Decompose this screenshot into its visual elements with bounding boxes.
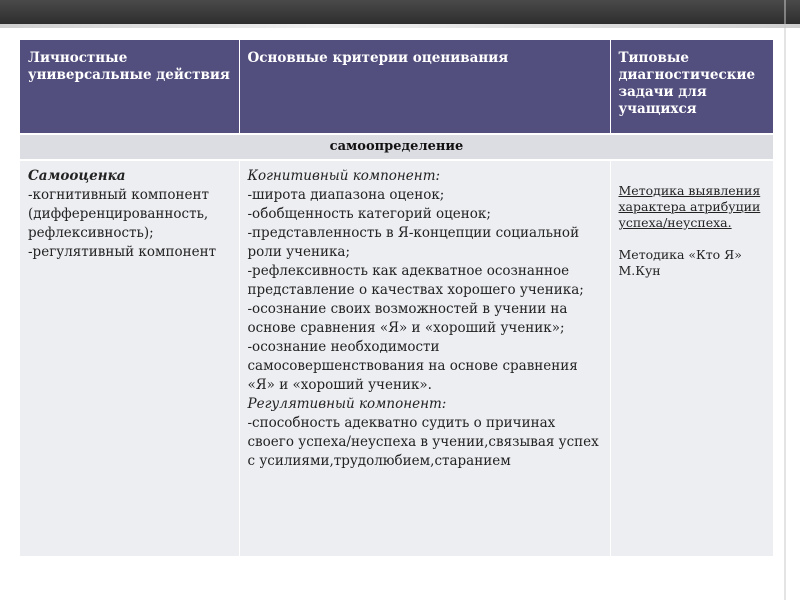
criteria-line: -обобщенность категорий оценок; (247, 206, 491, 222)
section-row (20, 134, 773, 160)
regulative-heading: Регулятивный компонент: (247, 396, 447, 412)
cognitive-heading: Когнитивный компонент: (247, 168, 441, 184)
criteria-line: -представленность в Я-концепции социальной роли ученика; (247, 225, 580, 260)
section-title: самоопределение (20, 134, 773, 160)
spacer (619, 231, 768, 247)
criteria-line: -рефлексивность как адекватное осознанное представление о качествах хорошего ученика; (247, 263, 584, 298)
side-rule (770, 0, 800, 600)
header-col1: Личностные универсальные действия (20, 40, 239, 134)
top-bar (0, 0, 800, 24)
cell-tasks (610, 160, 773, 556)
header-col3: Типовые диагностические задачи для учащихся (610, 40, 773, 134)
self-esteem-heading: Самооценка (28, 168, 126, 184)
cell-criteria (239, 160, 610, 556)
header-row (20, 40, 773, 134)
criteria-line: -осознание своих возможностей в учении на основе сравнения «Я» и «хороший ученик»; (247, 301, 568, 336)
actions-line: -когнитивный компонент (дифференцированность, рефлексивность); (28, 187, 209, 241)
criteria-line: -осознание необходимости самосовершенствования на основе сравнения «Я» и «хороший ученик». (247, 339, 578, 393)
header-col2: Основные критерии оценивания (239, 40, 610, 134)
top-bar-accent (0, 24, 800, 28)
criteria-line: -способность адекватно судить о причинах своего успеха/неуспеха в учении,связывая успех с усилиями,трудолюбием,старанием (247, 415, 599, 469)
criteria-line: -широта диапазона оценок; (247, 187, 445, 203)
cell-actions (20, 160, 239, 556)
method-attribution-link[interactable]: Методика выявления характера атрибуции успеха/неуспеха. (618, 183, 761, 230)
actions-line: -регулятивный компонент (28, 244, 217, 260)
method-who-am-i: Методика «Кто Я» М.Кун (618, 247, 742, 278)
body-row (20, 160, 773, 556)
criteria-table (20, 40, 773, 556)
